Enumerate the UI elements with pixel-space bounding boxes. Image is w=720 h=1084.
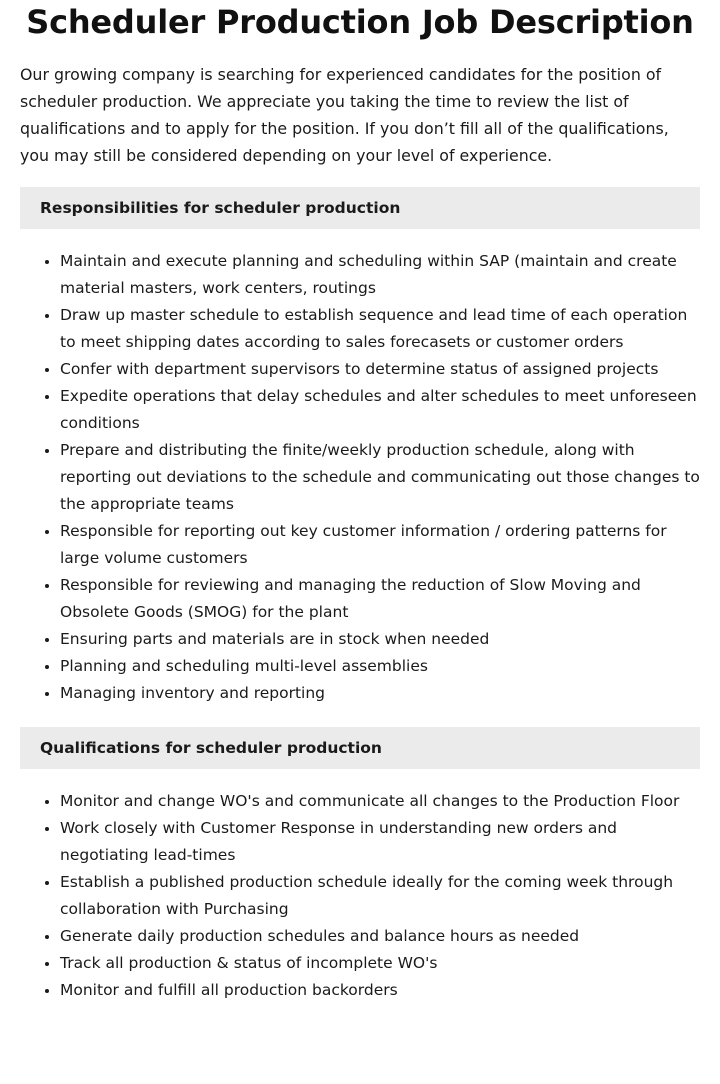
list-item: • Expedite operations that delay schedules and alter schedules to meet unforeseen conditions [60,383,700,437]
intro-paragraph: Our growing company is searching for experienced candidates for the position of scheduler production. We appreciate you taking the time to review the list of qualifications and to apply for the position. If you don’t fill all of the qualifications, you may still be considered depending on your level of experience. [20,65,669,165]
list-item: • Managing inventory and reporting [60,680,700,707]
list-item: • Ensuring parts and materials are in stock when needed [60,626,700,653]
list-item: • Track all production & status of incomplete WO's [60,950,700,977]
responsibilities-heading: Responsibilities for scheduler production [20,187,700,229]
list-item: • Prepare and distributing the finite/weekly production schedule, along with reporting out deviations to the schedule and communicating out those changes to the appropriate teams [60,437,700,518]
qualifications-list [20,788,700,1004]
list-item: • Establish a published production schedule ideally for the coming week through collaboration with Purchasing [60,869,700,923]
list-item: • Monitor and fulfill all production backorders [60,977,700,1004]
list-item: • Responsible for reviewing and managing the reduction of Slow Moving and Obsolete Goods (SMOG) for the plant [60,572,700,626]
list-item: • Planning and scheduling multi-level assemblies [60,653,700,680]
list-item: • Confer with department supervisors to determine status of assigned projects [60,356,700,383]
list-item: • Maintain and execute planning and scheduling within SAP (maintain and create material masters, work centers, routings [60,248,700,302]
list-item: • Work closely with Customer Response in understanding new orders and negotiating lead-times [60,815,700,869]
responsibilities-list [20,248,700,707]
list-item: • Monitor and change WO's and communicate all changes to the Production Floor [60,788,700,815]
list-item: • Draw up master schedule to establish sequence and lead time of each operation to meet shipping dates according to sales forecasets or customer orders [60,302,700,356]
list-item: • Generate daily production schedules and balance hours as needed [60,923,700,950]
list-item: • Responsible for reporting out key customer information / ordering patterns for large volume customers [60,518,700,572]
page-title: Scheduler Production Job Description [26,3,694,41]
qualifications-heading: Qualifications for scheduler production [20,727,700,769]
